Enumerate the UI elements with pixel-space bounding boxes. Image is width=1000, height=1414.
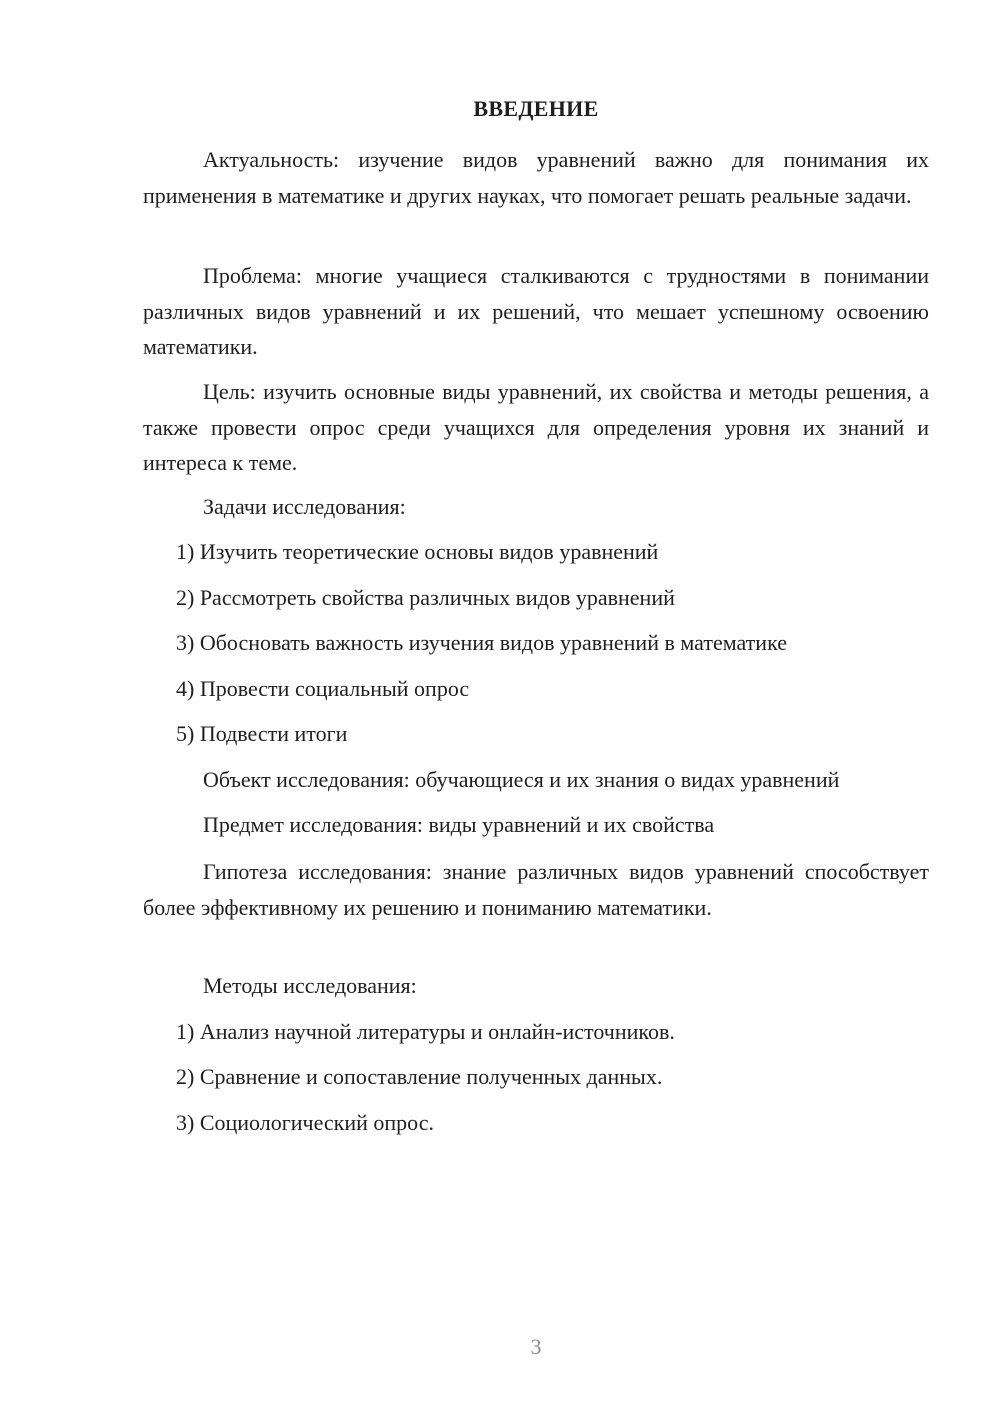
method-item: 3) Социологический опрос.: [176, 1110, 434, 1135]
section-heading: ВВЕДЕНИЕ: [473, 96, 599, 121]
problem-paragraph: Проблема: многие учащиеся сталкиваются с трудностями в понимании различных видов уравнений и их решений, что мешает успешному освоению математики.: [143, 263, 929, 360]
task-item: 1) Изучить теоретические основы видов уравнений: [176, 539, 659, 564]
page-number: 3: [530, 1334, 542, 1359]
method-item: 2) Сравнение и сопоставление полученных данных.: [176, 1064, 663, 1089]
method-item: 1) Анализ научной литературы и онлайн-источников.: [176, 1019, 675, 1044]
task-item: 3) Обосновать важность изучения видов уравнений в математике: [176, 630, 787, 655]
goal-paragraph: Цель: изучить основные виды уравнений, их свойства и методы решения, а также провести опрос среди учащихся для определения уровня их знаний и интереса к теме.: [143, 379, 929, 476]
relevance-paragraph: Актуальность: изучение видов уравнений важно для понимания их применения в математике и других науках, что помогает решать реальные задачи.: [143, 147, 929, 208]
task-item: 2) Рассмотреть свойства различных видов уравнений: [176, 585, 675, 610]
task-item: 5) Подвести итоги: [176, 721, 348, 746]
object-line: Объект исследования: обучающиеся и их знания о видах уравнений: [203, 767, 840, 792]
subject-line: Предмет исследования: виды уравнений и их свойства: [203, 812, 715, 837]
methods-title: Методы исследования:: [203, 973, 417, 998]
hypothesis-paragraph: Гипотеза исследования: знание различных видов уравнений способствует более эффективному их решению и пониманию математики.: [143, 859, 929, 920]
task-item: 4) Провести социальный опрос: [176, 676, 470, 701]
tasks-title: Задачи исследования:: [203, 494, 406, 519]
